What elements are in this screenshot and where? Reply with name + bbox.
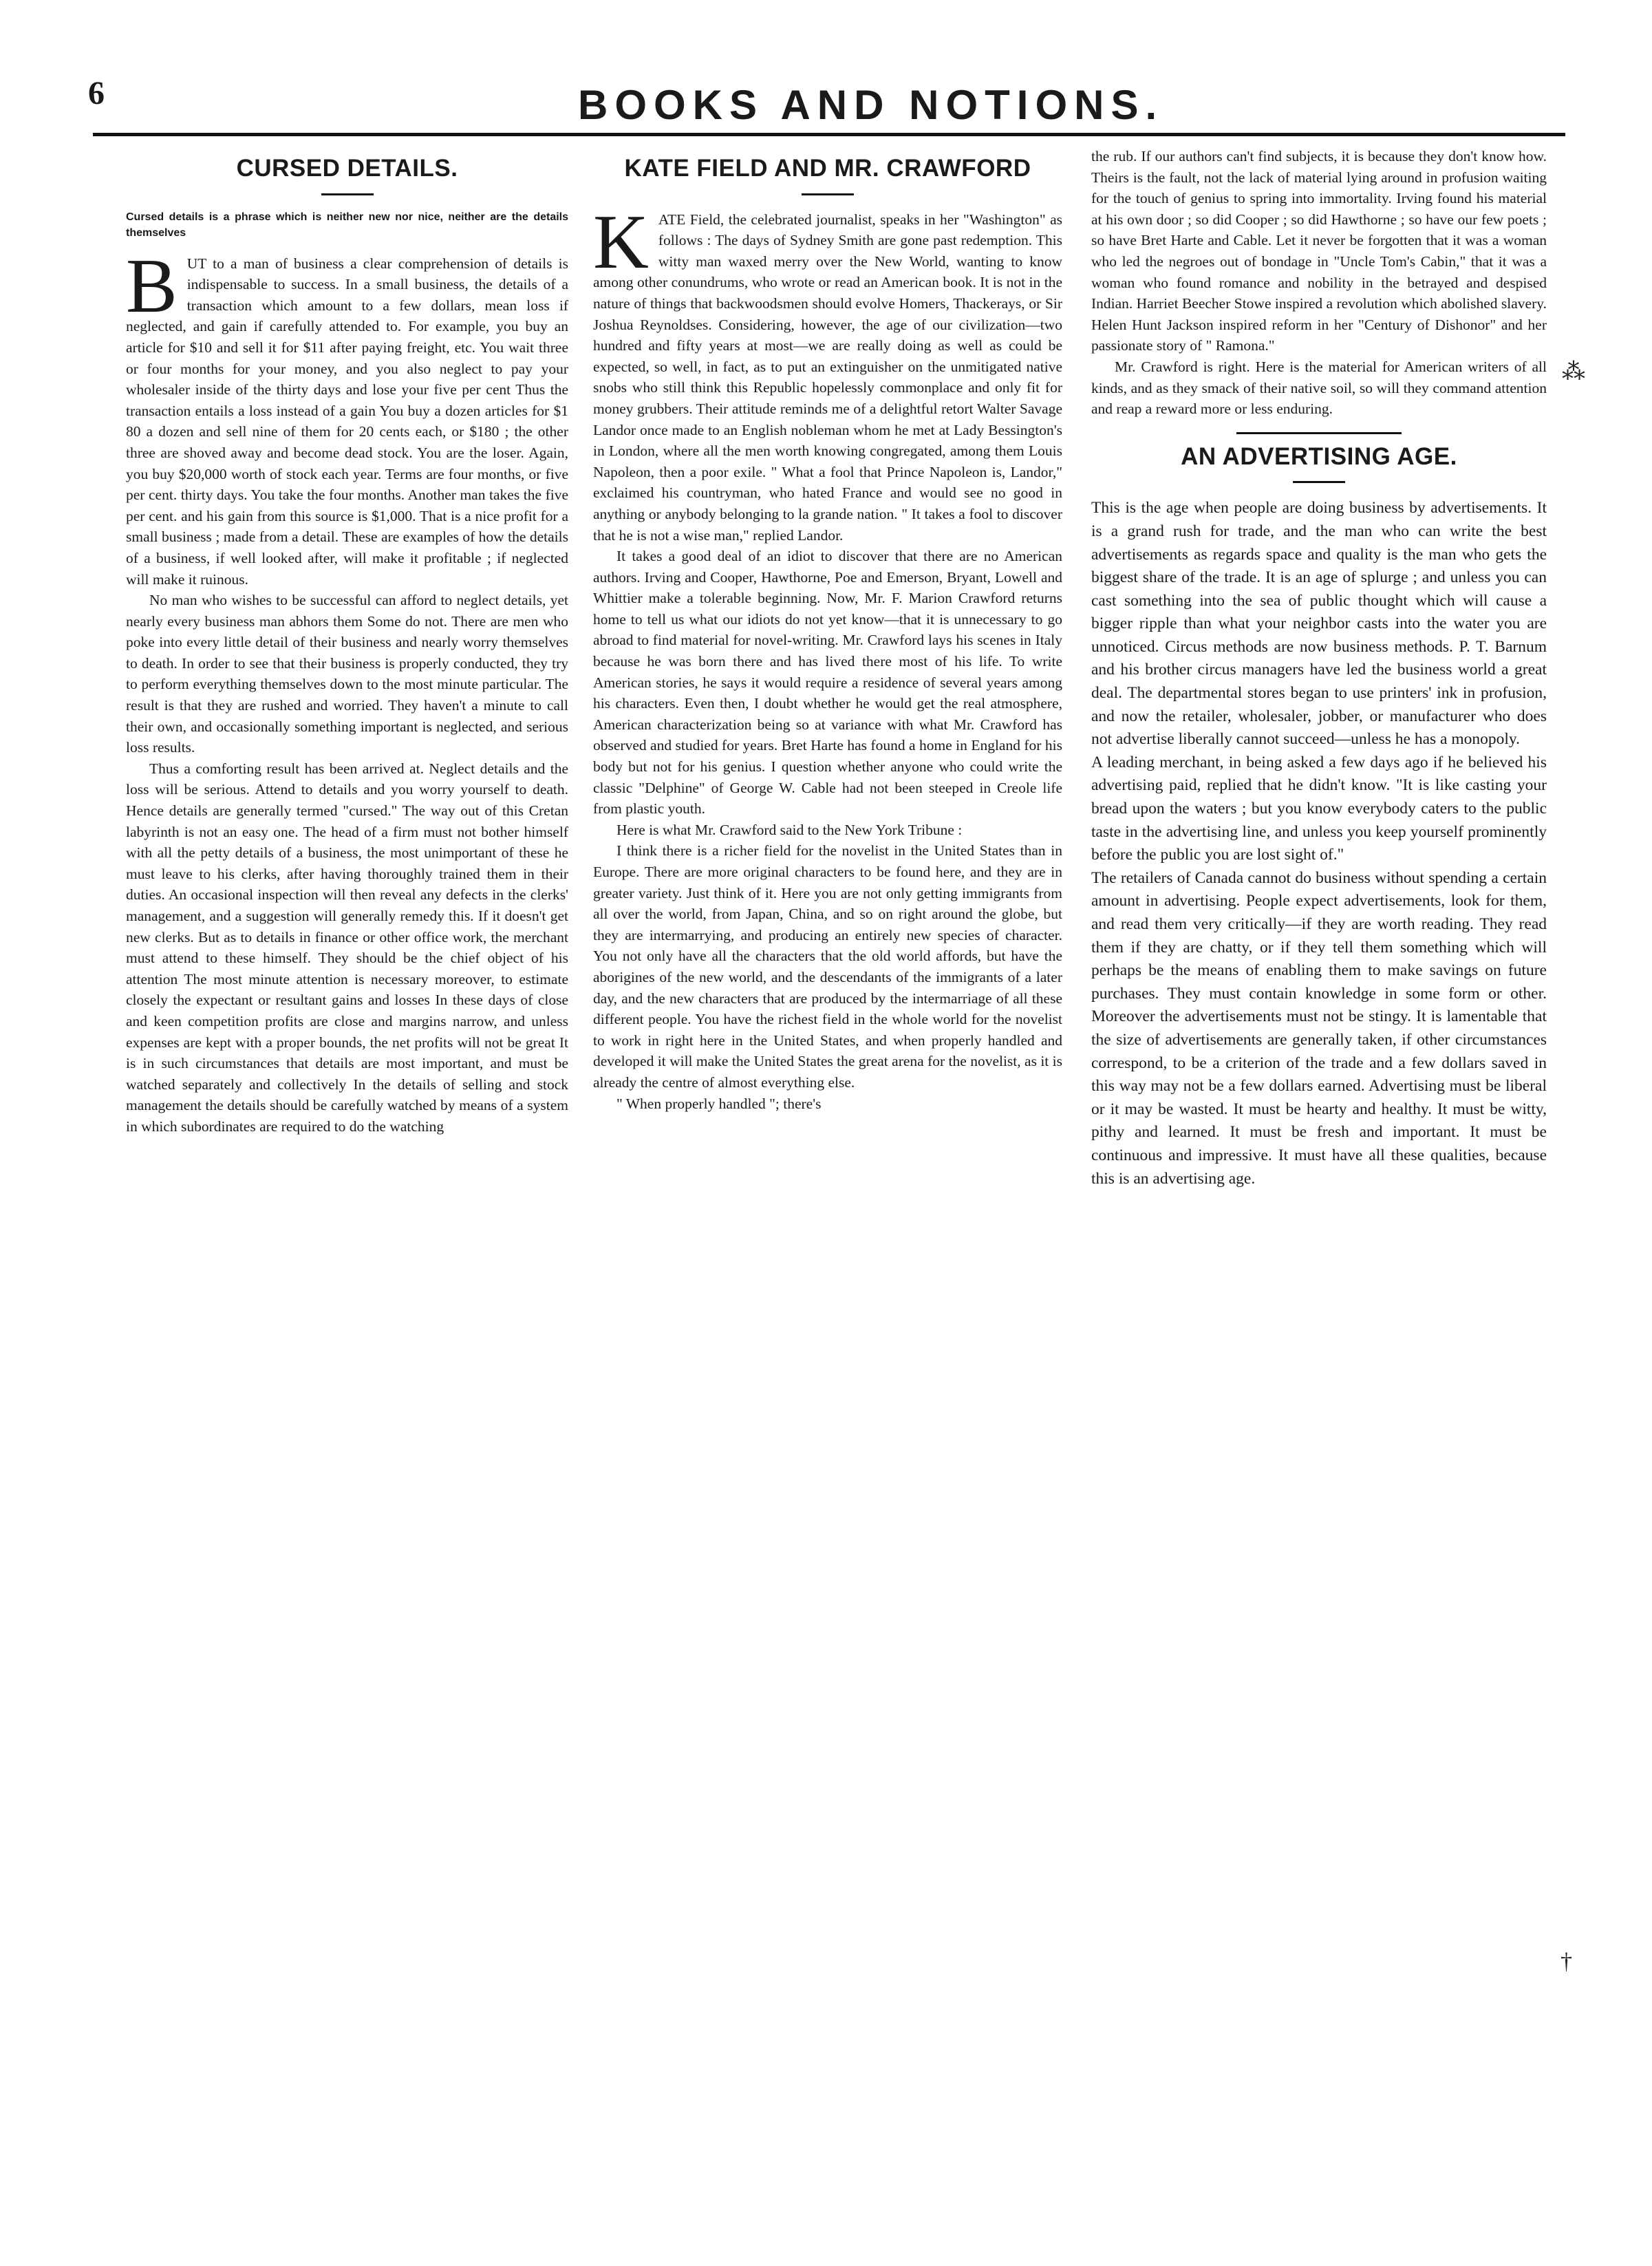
section-divider [1236,432,1402,434]
column-cursed-details [126,146,568,1137]
column-advertising-age [1091,146,1547,1190]
article-paragraph: I think there is a richer field for the novelist in the United States than in Europe. There are more original characters to be found here, and they are in greater variety. Just think of it. Here you are not only getting immigrants from all over the world, from Japan, China, and so on right around the globe, but they are intermarrying, and producing an entirely new species of character. You not only have all the characters that the old world affords, but have the aborigines of the new world, and the descendants of the immigrants of a later day, and the new characters that are produced by the intermarriage of all these different people. You have the richest field in the whole world for the novelist to work in right here in the United States, and when properly handled and developed it will make the United States the great arena for the novelist, as it is already the centre of almost everything else. [593,842,1062,1091]
article-paragraph: Mr. Crawford is right. Here is the material for American writers of all kinds, and as they smack of their native soil, so will they command attention and reap a reward more or less enduring. [1091,358,1547,418]
article-deck: Cursed details is a phrase which is neither new nor nice, neither are the details themselves [126,211,568,239]
article-body [1091,497,1547,1190]
article-paragraph: No man who wishes to be successful can afford to neglect details, yet nearly every business man abhors them Some do not. There are men who poke into every little detail of their business and nearly worry themselves to death. In order to see that their business is properly conducted, they try to perform everything themselves down to the most minute particular. The result is that they are rushed and worried. They haven't a minute to call their own, and occasionally something important is neglected, and serious loss results. [126,592,568,756]
column-kate-field [593,146,1062,1114]
drop-cap: B [126,243,178,329]
article-title-kate-field: KATE FIELD AND MR. CRAWFORD [624,155,1031,182]
margin-ornament-icon: ⁂ [1562,359,1585,385]
masthead: BOOKS AND NOTIONS. [578,82,1164,128]
article-paragraph: It takes a good deal of an idiot to discover that there are no American authors. Irving and Cooper, Hawthorne, Poe and Emerson, Bryant, Lowell and Whittier make a tolerable beginning. Now, Mr. F. Marion Crawford returns home to tell us what our idiots do not yet know—that it is unnecessary to go abroad to find material for novel-writing. Mr. Crawford lays his scenes in Italy because he was born there and has lived there most of his life. To write American stories, he says it would require a residence of several years among his characters. Even then, I doubt whether he would get the real atmosphere, American characterization being so at variance with what Mr. Crawford has observed and studied for years. Bret Harte has found a home in England for his body but not for his genius. I question whether anyone who could write the classic "Delphine" of George W. Cable had not been steeped in Creole life from plastic youth. [593,548,1062,817]
article-paragraph [126,243,568,590]
masthead-rule [93,133,1565,136]
article-paragraph: The retailers of Canada cannot do business without spending a certain amount in advertising. People expect advertisements, look for them, and read them very critically—if they are worth reading. They read them if they are chatty, or if they tell them something which will perhaps be the means of enabling them to make savings on future purchases. They must contain knowledge in some form or other. Moreover the advertisements must not be stingy. It is lamentable that the size of advertisements are generally taken, if other circumstances correspond, to be a criterion of the trade and a few dollars saved in this way may not be a few dollars earned. Advertising must be liberal or it may be wasted. It must be hearty and healthy. It must be witty, pithy and learned. It must be fresh and important. It must be continuous and impressive. It must have all these qualities, because this is an advertising age. [1091,868,1547,1188]
title-rule [802,193,854,195]
article-paragraph: Thus a comforting result has been arrived at. Neglect details and the loss will be serious. Attend to details and you worry yourself to death. Hence details are generally termed "cursed." The way out of this Cretan labyrinth is not an easy one. The head of a firm must not bother himself with all the petty details of a business, the most unimportant of these he must leave to his clerks, after having thoroughly trained them in their duties. An occasional inspection will then reveal any defects in the clerks' management, and a suggestion will generally remedy this. If it doesn't get new clerks. But as to details in finance or other office work, the merchant must attend to these himself. They should be the chief object of his attention The most minute attention is necessary moreover, to estimate closely the expectant or resultant gains and losses In these days of close and keen competition profits are close and margins narrow, and unless expenses are kept with a proper bounds, the net profits will not be great It is in such circumstances that details are most important, and must be watched separately and collectively In the details of selling and stock management the details should be carefully watched by means of a system in which subordinates are required to do the watching [126,760,568,1135]
article-paragraph: This is the age when people are doing business by advertisements. It is a grand rush for trade, and the man who can write the best advertisements as regards space and quality is the man who gets the biggest share of the trade. It is an age of splurge ; and unless you can cast something into the sea of public thought which will cause a bigger ripple than what your neighbor casts into the water you are unnoticed. Circus methods are now business methods. P. T. Barnum and his brother circus managers have led the business world a great deal. The departmental stores began to use printers' ink in profusion, and now the retailer, wholesaler, jobber, or manufacturer who does not advertise liberally cannot succeed—unless he has a monopoly. [1091,499,1547,749]
page-number: 6 [88,75,105,111]
article-paragraph [593,199,1062,546]
article-paragraph: A leading merchant, in being asked a few days ago if he believed his advertising paid, replied that he didn't know. "It is like casting your bread upon the waters ; but you know everybody caters to the public taste in the advertising line, and unless you keep yourself prominently before the public you are lost sight of." [1091,753,1547,864]
title-rule [1293,481,1345,483]
article-paragraph: Here is what Mr. Crawford said to the New York Tribune : [616,821,963,838]
margin-ornament-icon: † [1560,1949,1572,1974]
title-rule [321,193,374,195]
drop-cap: K [593,199,649,285]
article-continuation: the rub. If our authors can't find subjects, it is because they don't know how. Theirs is the fault, not the lack of material lying around in profusion waiting for the touch of genius to spring into immortality. Irving found his material at his own door ; so did Cooper ; so did Hawthorne ; so have our few poets ; so have Bret Harte and Cable. Let it never be forgotten that it was a woman who led the negroes out of bondage in "Uncle Tom's Cabin," that it was a woman who found romance and nobility in the betrayed and despised Indian. Harriet Beecher Stowe inspired a revolution which abolished slavery. Helen Hunt Jackson inspired reform in her "Century of Dishonor" and her passionate story of " Ramona." [1091,148,1547,354]
article-title-cursed-details: CURSED DETAILS. [236,155,458,182]
paragraph-text: ATE Field, the celebrated journalist, speaks in her "Washington" as follows : The days of Sydney Smith are gone past redemption. This witty man waxed merry over the New World, wanting to know among other conundrums, who wrote or read an American book. It is not in the nature of things that backwoodsmen should evolve Homers, Thackerays, or Sir Joshua Reynoldses. Considering, however, the age of our civilization—two hundred and fifty years at most—we are really doing as well as could be expected, so well, in fact, as to put an extinguisher on the unmitigated native snobs who still think this Republic hopelessly commonplace and only fit for money grubbers. Their attitude reminds me of a delightful retort Walter Savage Landor once made to an English nobleman whom he met at Lady Bessington's in London, where all the men worth knowing congregated, among them Louis Napoleon, then a poor exile. " What a fool that Prince Napoleon is, Landor," exclaimed his countryman, who hated France and would see no good in anything or anybody belonging to la grande nation. " It takes a fool to discover that he is not a wise man," replied Landor. [593,211,1062,544]
article-title-advertising-age: AN ADVERTISING AGE. [1181,442,1457,470]
article-paragraph: " When properly handled "; there's [616,1095,822,1112]
paragraph-text: UT to a man of business a clear comprehension of details is indispensable to success. In a small business, the details of a transaction which amount to a few dollars, mean loss if neglected, and gain if carefully attended to. For example, you buy an article for $10 and sell it for $11 after paying freight, etc. You wait three or four months for your money, and you also neglect to pay your wholesaler inside of the thirty days and lose your five per cent Thus the transaction entails a loss instead of a gain You buy a dozen articles for $1 80 a dozen and sell nine of them for 20 cents each, or $180 ; the other three are shoved away and become dead stock. You are the loser. Again, you buy $20,000 worth of stock each year. Terms are four months, or five per cent. thirty days. You take the four months. Another man takes the five per cent. and his gain from this source is $1,000. That is a nice profit for a small business ; made from a detail. These are examples of how the details of a business, if well looked after, will make it profitable ; if neglected will make it ruinous. [126,255,568,588]
